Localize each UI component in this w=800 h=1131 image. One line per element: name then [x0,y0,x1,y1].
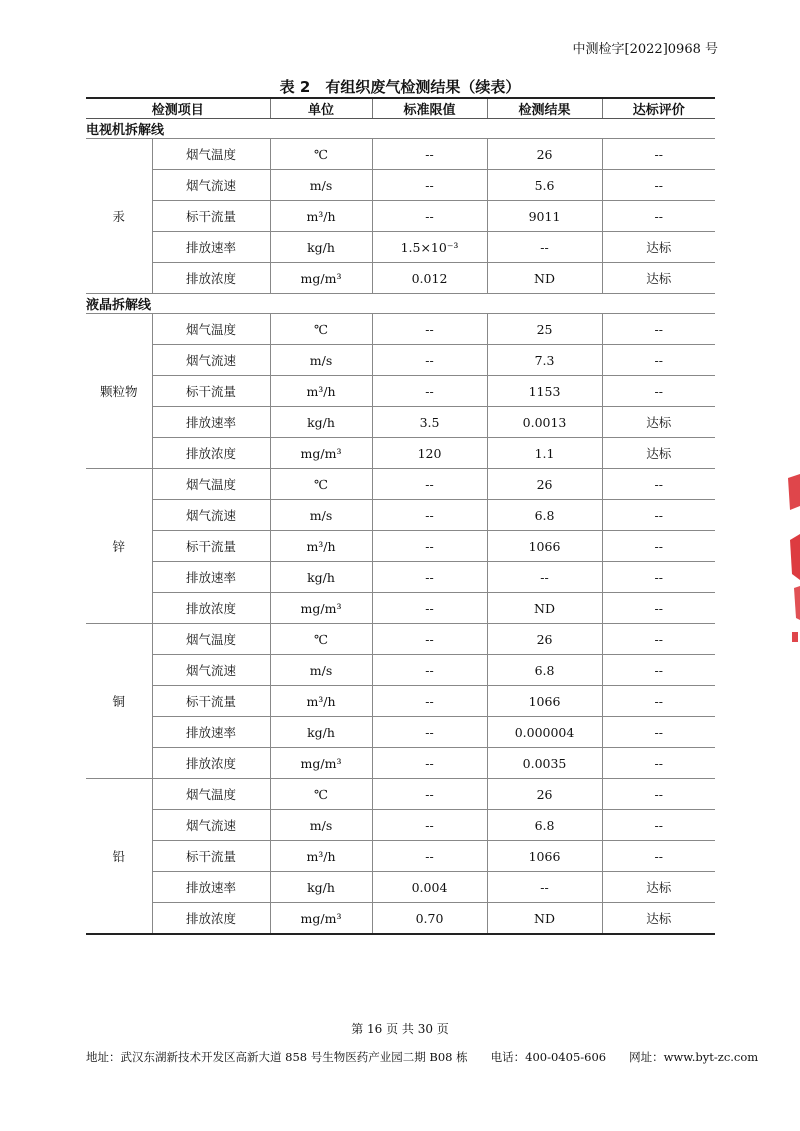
row-limit: -- [372,139,487,170]
table-row [86,345,715,376]
row-unit: m/s [270,170,372,201]
row-limit: -- [372,170,487,201]
row-unit: m/s [270,500,372,531]
row-item: 排放速率 [152,562,270,593]
report-number: 中测检字[2022]0968 号 [572,42,718,57]
row-unit: mg/m³ [270,748,372,779]
row-result: -- [487,562,602,593]
table-row [86,170,715,201]
row-unit: mg/m³ [270,903,372,935]
row-item: 排放浓度 [152,748,270,779]
row-result: 6.8 [487,655,602,686]
row-item: 烟气温度 [152,779,270,810]
row-unit: kg/h [270,562,372,593]
row-limit: -- [372,500,487,531]
row-item: 排放浓度 [152,903,270,935]
row-result: 25 [487,314,602,345]
row-evaluation: -- [602,686,715,717]
row-item: 烟气流速 [152,810,270,841]
row-unit: kg/h [270,232,372,263]
stamp-edge-top [788,474,800,510]
row-limit: 0.70 [372,903,487,935]
table-body [86,119,715,935]
row-item: 排放浓度 [152,593,270,624]
row-evaluation: -- [602,314,715,345]
pollutant-name: 汞 [86,139,152,294]
row-unit: m³/h [270,201,372,232]
row-unit: m³/h [270,376,372,407]
row-limit: -- [372,345,487,376]
row-limit: -- [372,469,487,500]
row-item: 烟气温度 [152,314,270,345]
row-result: 1066 [487,841,602,872]
stamp-mark [792,632,798,642]
row-result: 26 [487,469,602,500]
row-unit: ℃ [270,314,372,345]
row-result: ND [487,593,602,624]
table-title: 表 2 有组织废气检测结果（续表） [279,78,521,96]
row-limit: -- [372,717,487,748]
row-unit: mg/m³ [270,438,372,469]
row-evaluation: -- [602,139,715,170]
table-row [86,376,715,407]
row-evaluation: -- [602,469,715,500]
section-title: 液晶拆解线 [86,294,715,314]
table-row [86,872,715,903]
row-evaluation: 达标 [602,232,715,263]
row-evaluation: -- [602,201,715,232]
table-row [86,500,715,531]
results-table [86,97,715,935]
row-item: 烟气温度 [152,469,270,500]
row-unit: ℃ [270,469,372,500]
row-item: 排放速率 [152,872,270,903]
pollutant-name: 颗粒物 [86,314,152,469]
section-row [86,294,715,314]
row-limit: -- [372,655,487,686]
table-row [86,748,715,779]
table-row [86,686,715,717]
row-item: 标干流量 [152,201,270,232]
row-limit: 120 [372,438,487,469]
row-evaluation: -- [602,345,715,376]
row-result: ND [487,903,602,935]
row-result: 6.8 [487,500,602,531]
row-result: 26 [487,624,602,655]
row-evaluation: -- [602,779,715,810]
row-item: 排放浓度 [152,263,270,294]
row-item: 烟气温度 [152,139,270,170]
row-evaluation: -- [602,655,715,686]
col-header-result: 检测结果 [487,98,602,119]
table-header-row [86,98,715,119]
table-row [86,903,715,935]
row-item: 排放速率 [152,407,270,438]
row-item: 烟气流速 [152,170,270,201]
row-evaluation: 达标 [602,872,715,903]
table-row [86,624,715,655]
row-item: 烟气流速 [152,655,270,686]
table-row [86,593,715,624]
row-evaluation: -- [602,841,715,872]
row-result: 1.1 [487,438,602,469]
row-evaluation: -- [602,717,715,748]
row-evaluation: 达标 [602,407,715,438]
row-result: 7.3 [487,345,602,376]
row-unit: m/s [270,655,372,686]
pollutant-name: 铜 [86,624,152,779]
table-row [86,201,715,232]
row-result: 0.0035 [487,748,602,779]
row-unit: m³/h [270,531,372,562]
row-result: -- [487,232,602,263]
col-header-unit: 单位 [270,98,372,119]
row-item: 烟气温度 [152,624,270,655]
row-unit: ℃ [270,779,372,810]
row-result: -- [487,872,602,903]
row-unit: m³/h [270,686,372,717]
row-unit: ℃ [270,624,372,655]
row-unit: mg/m³ [270,593,372,624]
footer-contact: 地址：武汉东湖新技术开发区高新大道 858 号生物医药产业园二期 B08 栋 电话：400-0405-606 网址：www.byt-zc.com [86,1050,759,1064]
row-item: 烟气流速 [152,500,270,531]
row-limit: 3.5 [372,407,487,438]
row-unit: m/s [270,810,372,841]
row-limit: -- [372,531,487,562]
row-limit: 0.012 [372,263,487,294]
row-unit: ℃ [270,139,372,170]
row-evaluation: 达标 [602,903,715,935]
row-limit: -- [372,624,487,655]
col-header-evaluation: 达标评价 [602,98,715,119]
row-result: 0.0013 [487,407,602,438]
row-item: 排放速率 [152,232,270,263]
row-result: 1066 [487,531,602,562]
table-row [86,438,715,469]
row-evaluation: -- [602,500,715,531]
table-row [86,232,715,263]
row-limit: -- [372,810,487,841]
row-unit: m/s [270,345,372,376]
table-row [86,562,715,593]
table-row [86,779,715,810]
row-unit: mg/m³ [270,263,372,294]
table-row [86,469,715,500]
red-stamp-fragment [770,470,800,650]
row-evaluation: -- [602,624,715,655]
row-limit: -- [372,841,487,872]
stamp-edge-middle [790,534,800,580]
row-evaluation: -- [602,593,715,624]
row-result: 1066 [487,686,602,717]
table-row [86,717,715,748]
row-item: 标干流量 [152,686,270,717]
row-item: 排放速率 [152,717,270,748]
row-evaluation: 达标 [602,263,715,294]
table-row [86,139,715,170]
table-row [86,263,715,294]
row-result: 26 [487,139,602,170]
table-row [86,314,715,345]
row-evaluation: -- [602,531,715,562]
row-result: 0.000004 [487,717,602,748]
row-limit: -- [372,376,487,407]
row-limit: 0.004 [372,872,487,903]
row-result: 6.8 [487,810,602,841]
row-item: 标干流量 [152,841,270,872]
row-limit: -- [372,562,487,593]
row-result: 1153 [487,376,602,407]
row-limit: -- [372,201,487,232]
row-evaluation: -- [602,376,715,407]
row-unit: kg/h [270,872,372,903]
row-item: 标干流量 [152,531,270,562]
row-evaluation: -- [602,748,715,779]
pollutant-name: 铅 [86,779,152,935]
row-unit: m³/h [270,841,372,872]
row-evaluation: -- [602,562,715,593]
row-result: 5.6 [487,170,602,201]
row-item: 排放浓度 [152,438,270,469]
row-limit: -- [372,686,487,717]
table-row [86,531,715,562]
row-evaluation: -- [602,170,715,201]
row-item: 标干流量 [152,376,270,407]
row-limit: 1.5×10⁻³ [372,232,487,263]
section-title: 电视机拆解线 [86,119,715,139]
row-unit: kg/h [270,717,372,748]
row-result: ND [487,263,602,294]
pollutant-name: 锌 [86,469,152,624]
row-unit: kg/h [270,407,372,438]
row-limit: -- [372,779,487,810]
stamp-edge-lower [794,586,800,620]
table-row [86,810,715,841]
table-row [86,655,715,686]
page-number: 第 16 页 共 30 页 [351,1022,449,1036]
table-row [86,841,715,872]
section-row [86,119,715,139]
col-header-limit: 标准限值 [372,98,487,119]
row-evaluation: 达标 [602,438,715,469]
row-limit: -- [372,314,487,345]
row-item: 烟气流速 [152,345,270,376]
row-limit: -- [372,593,487,624]
row-limit: -- [372,748,487,779]
col-header-item: 检测项目 [86,98,270,119]
row-result: 9011 [487,201,602,232]
table-row [86,407,715,438]
row-result: 26 [487,779,602,810]
row-evaluation: -- [602,810,715,841]
